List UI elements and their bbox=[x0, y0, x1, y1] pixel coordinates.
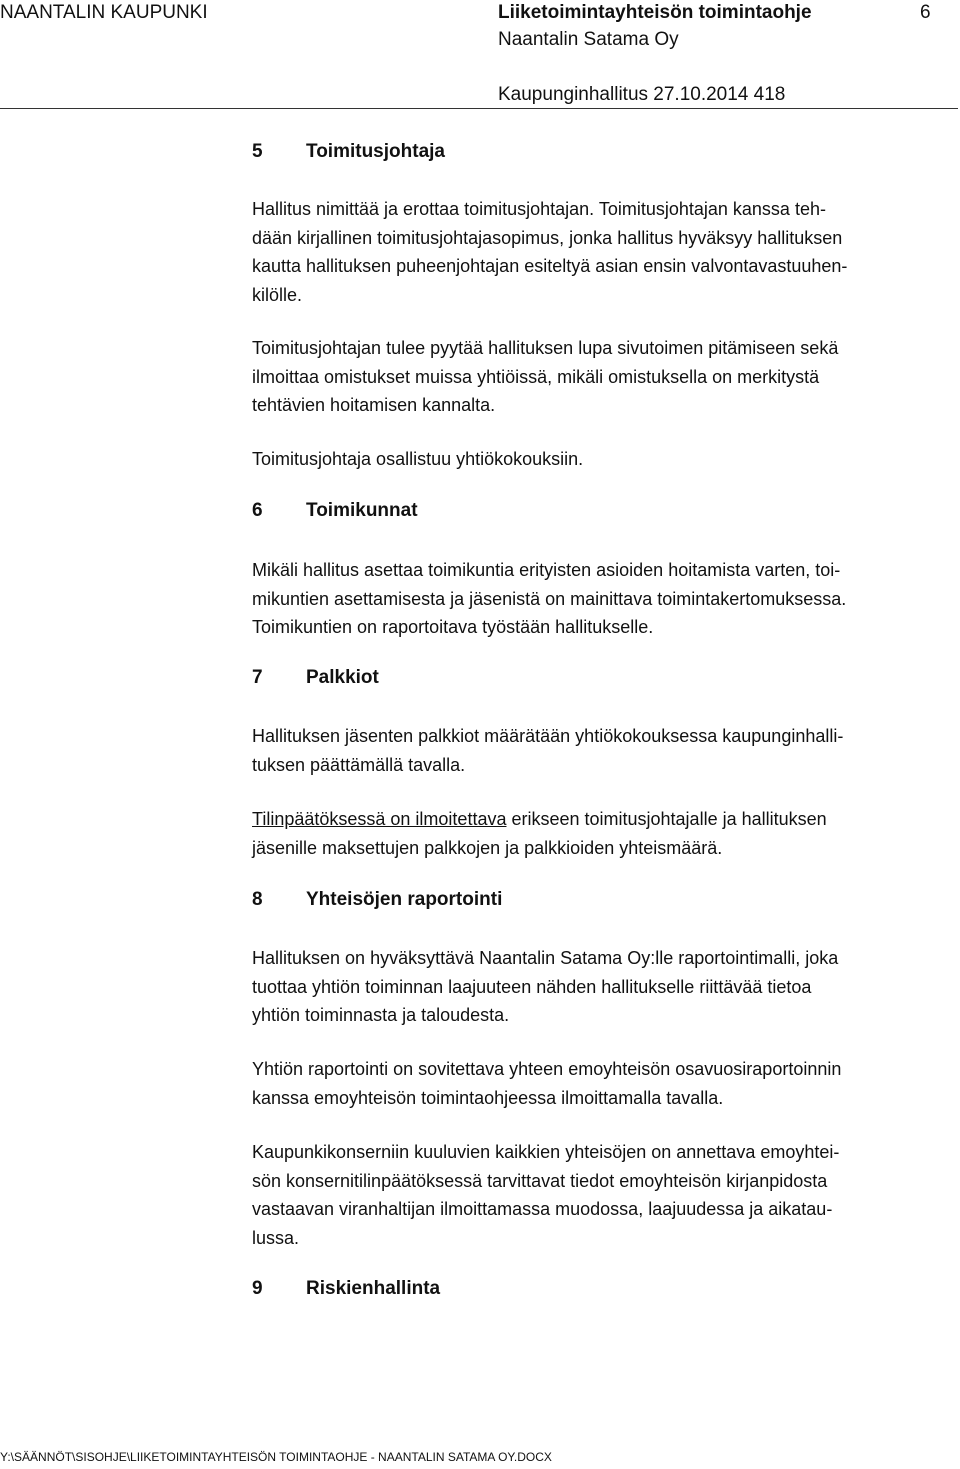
text-line: Hallituksen on hyväksyttävä Naantalin Satama Oy:lle raportointimalli, joka bbox=[252, 948, 839, 968]
section-title: Riskienhallinta bbox=[306, 1278, 441, 1299]
text-line: Toimitusjohtajan tulee pyytää hallituksen lupa sivutoimen pitämiseen sekä bbox=[252, 338, 839, 358]
paragraph bbox=[252, 944, 942, 1030]
text-line: tuottaa yhtiön toiminnan laajuuteen nähden hallitukselle riittävää tietoa bbox=[252, 976, 812, 997]
paragraph bbox=[252, 1138, 942, 1252]
text-line: lussa. bbox=[252, 1227, 300, 1248]
text-line: Toimikuntien on raportoitava työstään hallitukselle. bbox=[252, 617, 654, 637]
paragraph bbox=[252, 445, 942, 474]
text-line: Yhtiön raportointi on sovitettava yhteen emoyhteisön osavuosiraportoinnin bbox=[252, 1059, 842, 1079]
text-run: erikseen toimitusjohtajalle ja hallituksen bbox=[506, 809, 827, 829]
footer-file-path: Y:\SÄÄNNÖT\SISOHJE\LIIKETOIMINTAYHTEISÖN TOIMINTAOHJE - NAANTALIN SATAMA OY.DOCX bbox=[0, 1450, 552, 1464]
section-title: Yhteisöjen raportointi bbox=[306, 889, 503, 910]
section-heading-7 bbox=[252, 667, 379, 689]
underlined-emphasis: Tilinpäätöksessä on ilmoitettava bbox=[252, 809, 507, 829]
header-divider bbox=[0, 108, 958, 109]
text-line: mikuntien asettamisesta ja jäsenistä on mainittava toimintakertomuksessa. bbox=[252, 588, 847, 609]
text-line bbox=[252, 805, 942, 834]
text-line: dään kirjallinen toimitusjohtajasopimus, jonka hallitus hyväksyy hallituksen bbox=[252, 227, 843, 248]
text-line: Hallituksen jäsenten palkkiot määrätään yhtiökokouksessa kaupunginhalli- bbox=[252, 726, 844, 746]
header-org: NAANTALIN KAUPUNKI bbox=[0, 2, 208, 23]
paragraph bbox=[252, 556, 942, 642]
page-number: 6 bbox=[920, 2, 931, 23]
paragraph bbox=[252, 722, 942, 779]
text-line: ilmoittaa omistukset muissa yhtiöissä, mikäli omistuksella on merkitystä bbox=[252, 366, 820, 387]
section-number: 8 bbox=[252, 889, 263, 910]
text-line: jäsenille maksettujen palkkojen ja palkkioiden yhteismäärä. bbox=[252, 837, 723, 858]
section-title: Toimitusjohtaja bbox=[306, 141, 445, 162]
paragraph bbox=[252, 1055, 942, 1112]
section-title: Toimikunnat bbox=[306, 500, 418, 521]
section-heading-9 bbox=[252, 1278, 440, 1300]
text-line: Kaupunkikonserniin kuuluvien kaikkien yhteisöjen on annettava emoyhtei- bbox=[252, 1142, 840, 1162]
text-line: Toimitusjohtaja osallistuu yhtiökokouksiin. bbox=[252, 449, 584, 469]
text-line: kanssa emoyhteisön toimintaohjeessa ilmoittamalla tavalla. bbox=[252, 1087, 724, 1108]
paragraph bbox=[252, 805, 942, 862]
header-company: Naantalin Satama Oy bbox=[498, 29, 679, 50]
section-number: 7 bbox=[252, 667, 263, 688]
text-line: yhtiön toiminnasta ja taloudesta. bbox=[252, 1005, 510, 1025]
section-heading-5 bbox=[252, 141, 445, 163]
document-title: Liiketoimintayhteisön toimintaohje bbox=[498, 2, 812, 23]
section-title: Palkkiot bbox=[306, 667, 379, 688]
text-line: tehtävien hoitamisen kannalta. bbox=[252, 395, 496, 415]
text-line: Mikäli hallitus asettaa toimikuntia erityisten asioiden hoitamista varten, toi- bbox=[252, 560, 841, 580]
section-number: 5 bbox=[252, 141, 263, 162]
paragraph bbox=[252, 334, 942, 420]
text-line: vastaavan viranhaltijan ilmoittamassa muodossa, laajuudessa ja aikatau- bbox=[252, 1199, 833, 1219]
text-line: kautta hallituksen puheenjohtajan esiteltyä asian ensin valvontavastuuhen- bbox=[252, 256, 848, 276]
section-number: 9 bbox=[252, 1278, 263, 1299]
text-line: tuksen päättämällä tavalla. bbox=[252, 754, 466, 775]
section-heading-8 bbox=[252, 889, 502, 911]
text-line: Hallitus nimittää ja erottaa toimitusjohtajan. Toimitusjohtajan kanssa teh- bbox=[252, 199, 826, 219]
section-heading-6 bbox=[252, 500, 418, 522]
text-line: sön konsernitilinpäätöksessä tarvittavat tiedot emoyhteisön kirjanpidosta bbox=[252, 1170, 828, 1191]
paragraph bbox=[252, 195, 942, 309]
text-line: kilölle. bbox=[252, 284, 303, 305]
section-number: 6 bbox=[252, 500, 263, 521]
header-meeting: Kaupunginhallitus 27.10.2014 418 bbox=[498, 84, 786, 105]
